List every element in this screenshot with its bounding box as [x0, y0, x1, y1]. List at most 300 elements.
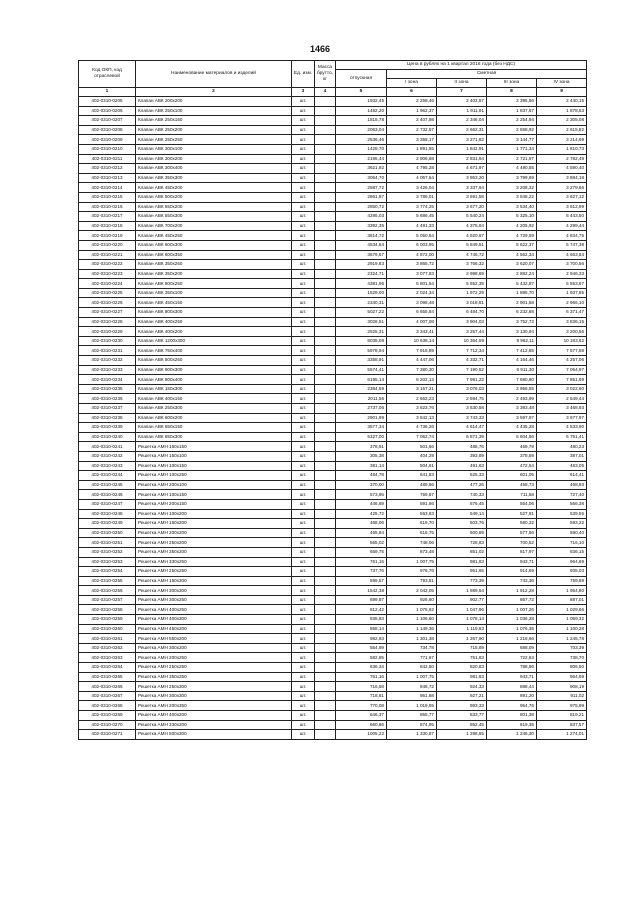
cell-zone-1-price: 842,50 — [387, 663, 437, 673]
cell-zone-4-price: 5 443,50 — [537, 212, 587, 222]
cell-release-price: 4381,96 — [336, 279, 387, 289]
cell-zone-2-price: 1 296,65 — [437, 730, 487, 740]
cell-name: Клапан АВК 800х250 — [136, 279, 292, 289]
cell-unit: шт. — [292, 327, 315, 337]
cell-unit: шт. — [292, 576, 315, 586]
cell-mass — [315, 528, 336, 538]
cell-code: 402-0310-0222 — [79, 260, 136, 270]
cell-name: Клапан АВК 600х350 — [136, 250, 292, 260]
cell-name: Клапан АВК 400х200 — [136, 327, 292, 337]
cell-zone-2-price: 491,63 — [437, 461, 487, 471]
cell-zone-4-price: 3 200,56 — [537, 327, 587, 337]
cell-unit: шт. — [292, 423, 315, 433]
cell-mass — [315, 164, 336, 174]
cell-name: Решетка АМН 100х200 — [136, 509, 292, 519]
cell-release-price: 5978,94 — [336, 346, 387, 356]
cell-zone-4-price: 593,22 — [537, 519, 587, 529]
table-row — [79, 586, 587, 596]
cell-zone-3-price: 3 752,72 — [487, 317, 537, 327]
cell-unit: шт. — [292, 288, 315, 298]
cell-mass — [315, 260, 336, 270]
cell-release-price: 1529,00 — [336, 288, 387, 298]
table-row — [79, 653, 587, 663]
cell-release-price: 305,38 — [336, 451, 387, 461]
cell-mass — [315, 404, 336, 414]
cell-zone-3-price: 914,69 — [487, 567, 537, 577]
table-row — [79, 404, 587, 414]
cell-code: 402-0310-0209 — [79, 135, 136, 145]
table-row — [79, 691, 587, 701]
table-row — [79, 173, 587, 183]
cell-zone-2-price: 625,33 — [437, 471, 487, 481]
cell-code: 402-0310-0216 — [79, 202, 136, 212]
cell-zone-2-price: 2 831,94 — [437, 154, 487, 164]
cell-zone-1-price: 1 301,38 — [387, 634, 437, 644]
cell-release-price: 4534,84 — [336, 240, 387, 250]
cell-zone-2-price: 3 271,82 — [437, 135, 487, 145]
cell-zone-2-price: 4 375,84 — [437, 221, 487, 231]
cell-zone-2-price: 600,89 — [437, 528, 487, 538]
cell-zone-1-price: 3 426,04 — [387, 183, 437, 193]
cell-release-price: 3679,67 — [336, 250, 387, 260]
cell-name: Решетка АМН 250х300 — [136, 682, 292, 692]
cell-mass — [315, 135, 336, 145]
table-row — [79, 509, 587, 519]
cell-zone-3-price: 2 493,99 — [487, 394, 537, 404]
cell-unit: шт. — [292, 308, 315, 318]
cell-zone-3-price: 6 911,30 — [487, 365, 537, 375]
cell-zone-3-price: 688,09 — [487, 643, 537, 653]
column-number: 3 — [292, 88, 315, 97]
cell-mass — [315, 538, 336, 548]
cell-zone-4-price: 1 878,53 — [537, 106, 587, 116]
cell-unit: шт. — [292, 432, 315, 442]
cell-code: 402-0310-0262 — [79, 643, 136, 653]
cell-zone-1-price: 4 795,28 — [387, 164, 437, 174]
cell-zone-4-price: 4 834,75 — [537, 231, 587, 241]
table-row — [79, 346, 587, 356]
cell-name: Клапан АВК 400х250 — [136, 317, 292, 327]
column-number: 8 — [487, 88, 537, 97]
cell-name: Клапан АВК 550х200 — [136, 202, 292, 212]
cell-zone-2-price: 1 267,90 — [437, 634, 487, 644]
cell-zone-1-price: 3 343,41 — [387, 327, 437, 337]
cell-mass — [315, 231, 336, 241]
cell-name: Клапан АВК 900х300 — [136, 365, 292, 375]
cell-code: 402-0310-0206 — [79, 106, 136, 116]
cell-zone-1-price: 1 007,75 — [387, 672, 437, 682]
cell-unit: шт. — [292, 260, 315, 270]
cell-name: Решетка АМН 200х100 — [136, 480, 292, 490]
cell-unit: шт. — [292, 615, 315, 625]
cell-unit: шт. — [292, 250, 315, 260]
cell-mass — [315, 317, 336, 327]
cell-name: Клапан АВК 200х200 — [136, 97, 292, 107]
cell-zone-1-price: 976,76 — [387, 567, 437, 577]
table-row — [79, 116, 587, 126]
cell-zone-4-price: 590,40 — [537, 528, 587, 538]
cell-zone-3-price: 3 597,97 — [487, 413, 537, 423]
cell-zone-1-price: 2 906,68 — [387, 154, 437, 164]
cell-mass — [315, 451, 336, 461]
cell-unit: шт. — [292, 183, 315, 193]
cell-name: Решетка АМН 200х250 — [136, 653, 292, 663]
cell-zone-2-price: 1 989,54 — [437, 586, 487, 596]
table-row — [79, 413, 587, 423]
cell-zone-3-price: 378,59 — [487, 451, 537, 461]
cell-zone-3-price: 6 232,88 — [487, 308, 537, 318]
table-row — [79, 547, 587, 557]
cell-mass — [315, 154, 336, 164]
cell-unit: шт. — [292, 356, 315, 366]
cell-zone-4-price: 716,10 — [537, 538, 587, 548]
cell-code: 402-0310-0252 — [79, 547, 136, 557]
cell-code: 402-0310-0250 — [79, 528, 136, 538]
cell-code: 402-0310-0210 — [79, 144, 136, 154]
table-row — [79, 643, 587, 653]
cell-zone-2-price: 2 594,75 — [437, 394, 487, 404]
cell-mass — [315, 298, 336, 308]
cell-zone-1-price: 3 865,72 — [387, 260, 437, 270]
cell-mass — [315, 202, 336, 212]
cell-code: 402-0310-0239 — [79, 423, 136, 433]
table-row — [79, 135, 587, 145]
cell-zone-2-price: 2 346,04 — [437, 116, 487, 126]
cell-zone-1-price: 4 447,06 — [387, 356, 437, 366]
cell-zone-4-price: 2 549,44 — [537, 394, 587, 404]
cell-mass — [315, 461, 336, 471]
table-row — [79, 519, 587, 529]
cell-unit: шт. — [292, 451, 315, 461]
cell-zone-4-price: 806,50 — [537, 663, 587, 673]
cell-unit: шт. — [292, 135, 315, 145]
cell-unit: шт. — [292, 336, 315, 346]
cell-name: Клапан АВК 450х200 — [136, 183, 292, 193]
cell-zone-2-price: 2 998,69 — [437, 269, 487, 279]
cell-release-price: 370,00 — [336, 480, 387, 490]
cell-zone-2-price: 2 662,31 — [437, 125, 487, 135]
header-code: Код ОКП, код отраслевой — [79, 61, 136, 88]
cell-zone-3-price: 1 837,67 — [487, 106, 537, 116]
cell-release-price: 378,91 — [336, 442, 387, 452]
table-row — [79, 701, 587, 711]
cell-zone-4-price: 3 884,18 — [537, 173, 587, 183]
cell-zone-4-price: 819,21 — [537, 711, 587, 721]
cell-name: Клапан АВК 350х250 — [136, 260, 292, 270]
cell-mass — [315, 605, 336, 615]
cell-zone-1-price: 7 052,74 — [387, 432, 437, 442]
cell-unit: шт. — [292, 471, 315, 481]
cell-code: 402-0310-0254 — [79, 567, 136, 577]
cell-code: 402-0310-0233 — [79, 365, 136, 375]
cell-mass — [315, 624, 336, 634]
cell-release-price: 716,58 — [336, 682, 387, 692]
cell-zone-1-price: 616,75 — [387, 528, 437, 538]
cell-code: 402-0310-0229 — [79, 327, 136, 337]
cell-release-price: 2861,87 — [336, 192, 387, 202]
cell-release-price: 1542,38 — [336, 586, 387, 596]
cell-zone-2-price: 4 614,47 — [437, 423, 487, 433]
cell-code: 402-0310-0261 — [79, 634, 136, 644]
cell-zone-3-price: 4 205,92 — [487, 221, 537, 231]
cell-zone-2-price: 751,83 — [437, 653, 487, 663]
cell-mass — [315, 308, 336, 318]
cell-zone-1-price: 748,06 — [387, 538, 437, 548]
cell-zone-2-price: 1 911,91 — [437, 106, 487, 116]
cell-zone-1-price: 771,67 — [387, 653, 437, 663]
cell-zone-4-price: 7 577,68 — [537, 346, 587, 356]
cell-release-price: 812,42 — [336, 605, 387, 615]
cell-unit: шт. — [292, 106, 315, 116]
table-row — [79, 624, 587, 634]
cell-zone-2-price: 7 712,34 — [437, 346, 487, 356]
cell-zone-1-price: 3 774,25 — [387, 202, 437, 212]
cell-name: Клапан АВК 650х150 — [136, 423, 292, 433]
cell-name: Решетка АМН 100х150 — [136, 461, 292, 471]
table-row — [79, 279, 587, 289]
cell-release-price: 770,08 — [336, 701, 387, 711]
cell-zone-1-price: 734,78 — [387, 643, 437, 653]
cell-name: Решетка АМН 100х150 — [136, 490, 292, 500]
cell-code: 402-0310-0266 — [79, 682, 136, 692]
cell-release-price: 761,16 — [336, 557, 387, 567]
cell-code: 402-0310-0230 — [79, 336, 136, 346]
cell-release-price: 5027,22 — [336, 308, 387, 318]
cell-zone-3-price: 3 208,32 — [487, 183, 537, 193]
cell-zone-4-price: 539,55 — [537, 509, 587, 519]
cell-zone-1-price: 563,63 — [387, 509, 437, 519]
cell-zone-4-price: 3 279,66 — [537, 183, 587, 193]
cell-release-price: 565,02 — [336, 538, 387, 548]
cell-release-price: 2536,46 — [336, 135, 387, 145]
cell-code: 402-0310-0268 — [79, 701, 136, 711]
cell-unit: шт. — [292, 317, 315, 327]
cell-code: 402-0310-0259 — [79, 615, 136, 625]
cell-release-price: 6195,14 — [336, 375, 387, 385]
cell-zone-2-price: 1 842,91 — [437, 144, 487, 154]
cell-zone-1-price: 641,83 — [387, 471, 437, 481]
cell-name: Клапан АВК 800х300 — [136, 308, 292, 318]
table-row — [79, 308, 587, 318]
cell-zone-2-price: 1 119,83 — [437, 624, 487, 634]
cell-zone-3-price: 2 956,55 — [487, 384, 537, 394]
cell-zone-2-price: 3 257,44 — [437, 327, 487, 337]
cell-name: Решетка АМН 100х250 — [136, 471, 292, 481]
cell-zone-3-price: 2 254,94 — [487, 116, 537, 126]
cell-name: Решетка АМН 250х250 — [136, 663, 292, 673]
cell-code: 402-0310-0248 — [79, 509, 136, 519]
cell-mass — [315, 432, 336, 442]
cell-name: Клапан АВК 300х400 — [136, 164, 292, 174]
cell-zone-2-price: 993,33 — [437, 701, 487, 711]
cell-release-price: 1005,22 — [336, 730, 387, 740]
column-number: 7 — [437, 88, 487, 97]
cell-zone-3-price: 4 164,46 — [487, 356, 537, 366]
table-row — [79, 183, 587, 193]
cell-release-price: 599,57 — [336, 576, 387, 586]
cell-zone-3-price: 801,38 — [487, 711, 537, 721]
cell-unit: шт. — [292, 499, 315, 509]
cell-unit: шт. — [292, 240, 315, 250]
cell-unit: шт. — [292, 605, 315, 615]
cell-release-price: 2901,99 — [336, 413, 387, 423]
cell-release-price: 573,95 — [336, 490, 387, 500]
cell-unit: шт. — [292, 672, 315, 682]
cell-name: Решетка АМН 300х200 — [136, 643, 292, 653]
cell-zone-2-price: 1 972,29 — [437, 288, 487, 298]
cell-zone-1-price: 793,81 — [387, 576, 437, 586]
cell-zone-2-price: 1 078,14 — [437, 615, 487, 625]
cell-zone-4-price: 3 214,69 — [537, 135, 587, 145]
cell-zone-2-price: 981,83 — [437, 672, 487, 682]
cell-zone-4-price: 1 954,80 — [537, 586, 587, 596]
cell-mass — [315, 240, 336, 250]
cell-zone-3-price: 7 680,90 — [487, 375, 537, 385]
cell-mass — [315, 144, 336, 154]
header-zone-3: III зона — [487, 79, 537, 88]
cell-unit: шт. — [292, 192, 315, 202]
cell-mass — [315, 423, 336, 433]
cell-zone-4-price: 2 305,08 — [537, 116, 587, 126]
cell-zone-2-price: 852,45 — [437, 720, 487, 730]
cell-release-price: 484,78 — [336, 471, 387, 481]
cell-unit: шт. — [292, 682, 315, 692]
cell-zone-3-price: 2 882,24 — [487, 269, 537, 279]
cell-unit: шт. — [292, 221, 315, 231]
cell-unit: шт. — [292, 144, 315, 154]
cell-name: Клапан АВК 600х200 — [136, 413, 292, 423]
cell-code: 402-0310-0260 — [79, 624, 136, 634]
cell-unit: шт. — [292, 595, 315, 605]
cell-zone-3-price: 5 432,87 — [487, 279, 537, 289]
cell-zone-3-price: 1 895,70 — [487, 288, 537, 298]
cell-release-price: 425,72 — [336, 509, 387, 519]
cell-code: 402-0310-0249 — [79, 519, 136, 529]
cell-release-price: 761,16 — [336, 672, 387, 682]
cell-zone-2-price: 488,76 — [437, 442, 487, 452]
cell-zone-4-price: 1 245,78 — [537, 634, 587, 644]
cell-mass — [315, 173, 336, 183]
cell-name: Решетка АМН 150х100 — [136, 451, 292, 461]
cell-unit: шт. — [292, 547, 315, 557]
cell-release-price: 2850,72 — [336, 202, 387, 212]
cell-zone-3-price: 1 218,66 — [487, 634, 537, 644]
cell-zone-2-price: 5 849,51 — [437, 240, 487, 250]
table-row — [79, 711, 587, 721]
cell-release-price: 8035,08 — [336, 336, 387, 346]
cell-name: Решетка АМН 350х200 — [136, 547, 292, 557]
cell-zone-4-price: 4 257,06 — [537, 356, 587, 366]
cell-name: Решетка АМН 200х350 — [136, 701, 292, 711]
cell-zone-4-price: 6 371,47 — [537, 308, 587, 318]
cell-mass — [315, 615, 336, 625]
cell-zone-2-price: 715,89 — [437, 643, 487, 653]
cell-zone-4-price: 759,89 — [537, 576, 587, 586]
cell-unit: шт. — [292, 173, 315, 183]
cell-zone-3-price: 4 435,28 — [487, 423, 537, 433]
cell-zone-4-price: 975,99 — [537, 701, 587, 711]
cell-mass — [315, 384, 336, 394]
cell-mass — [315, 279, 336, 289]
cell-zone-1-price: 3 789,01 — [387, 192, 437, 202]
cell-release-price: 3358,91 — [336, 356, 387, 366]
cell-mass — [315, 663, 336, 673]
cell-unit: шт. — [292, 404, 315, 414]
cell-mass — [315, 519, 336, 529]
cell-code: 402-0310-0207 — [79, 116, 136, 126]
cell-release-price: 718,81 — [336, 691, 387, 701]
cell-unit: шт. — [292, 442, 315, 452]
cell-zone-3-price: 943,71 — [487, 557, 537, 567]
cell-code: 402-0310-0224 — [79, 279, 136, 289]
cell-name: Клапан АВК 800х400 — [136, 375, 292, 385]
table-row — [79, 442, 587, 452]
cell-name: Решетка АМН 200х150 — [136, 499, 292, 509]
cell-mass — [315, 97, 336, 107]
cell-code: 402-0310-0231 — [79, 346, 136, 356]
cell-zone-4-price: 4 533,90 — [537, 423, 587, 433]
table-row — [79, 471, 587, 481]
cell-zone-1-price: 1 007,75 — [387, 557, 437, 567]
cell-zone-2-price: 3 904,03 — [437, 317, 487, 327]
table-row — [79, 615, 587, 625]
cell-code: 402-0310-0220 — [79, 240, 136, 250]
cell-name: Клапан АВК 300х100 — [136, 144, 292, 154]
cell-zone-1-price: 6 003,95 — [387, 240, 437, 250]
cell-zone-3-price: 1 036,28 — [487, 615, 537, 625]
cell-zone-1-price: 1 019,55 — [387, 701, 437, 711]
cell-zone-3-price: 700,52 — [487, 538, 537, 548]
cell-name: Клапан АВК 250х100 — [136, 106, 292, 116]
cell-mass — [315, 250, 336, 260]
cell-release-price: 982,93 — [336, 634, 387, 644]
cell-zone-4-price: 2 615,82 — [537, 125, 587, 135]
cell-name: Решетка АМН 300х250 — [136, 595, 292, 605]
cell-zone-3-price: 3 799,69 — [487, 173, 537, 183]
cell-unit: шт. — [292, 557, 315, 567]
cell-code: 402-0310-0205 — [79, 97, 136, 107]
cell-zone-4-price: 3 627,12 — [537, 192, 587, 202]
table-body — [79, 97, 587, 740]
cell-unit: шт. — [292, 212, 315, 222]
table-row — [79, 384, 587, 394]
column-number: 2 — [136, 88, 292, 97]
table-row — [79, 240, 587, 250]
cell-zone-3-price: 4 562,34 — [487, 250, 537, 260]
table-row — [79, 125, 587, 135]
cell-unit: шт. — [292, 97, 315, 107]
cell-mass — [315, 471, 336, 481]
cell-zone-2-price: 603,76 — [437, 519, 487, 529]
cell-zone-1-price: 759,87 — [387, 490, 437, 500]
cell-zone-2-price: 3 076,03 — [437, 384, 487, 394]
table-row — [79, 432, 587, 442]
cell-release-price: 737,76 — [336, 567, 387, 577]
cell-zone-2-price: 981,83 — [437, 557, 487, 567]
table-row — [79, 336, 587, 346]
cell-code: 402-0310-0265 — [79, 672, 136, 682]
cell-mass — [315, 634, 336, 644]
cell-code: 402-0310-0236 — [79, 394, 136, 404]
cell-mass — [315, 327, 336, 337]
cell-release-price: 868,14 — [336, 624, 387, 634]
cell-zone-1-price: 4 872,00 — [387, 250, 437, 260]
cell-name: Клапан АВК 400х150 — [136, 394, 292, 404]
cell-release-price: 2324,71 — [336, 269, 387, 279]
cell-zone-1-price: 926,60 — [387, 595, 437, 605]
cell-name: Клапан АВК 250х300 — [136, 404, 292, 414]
cell-mass — [315, 336, 336, 346]
